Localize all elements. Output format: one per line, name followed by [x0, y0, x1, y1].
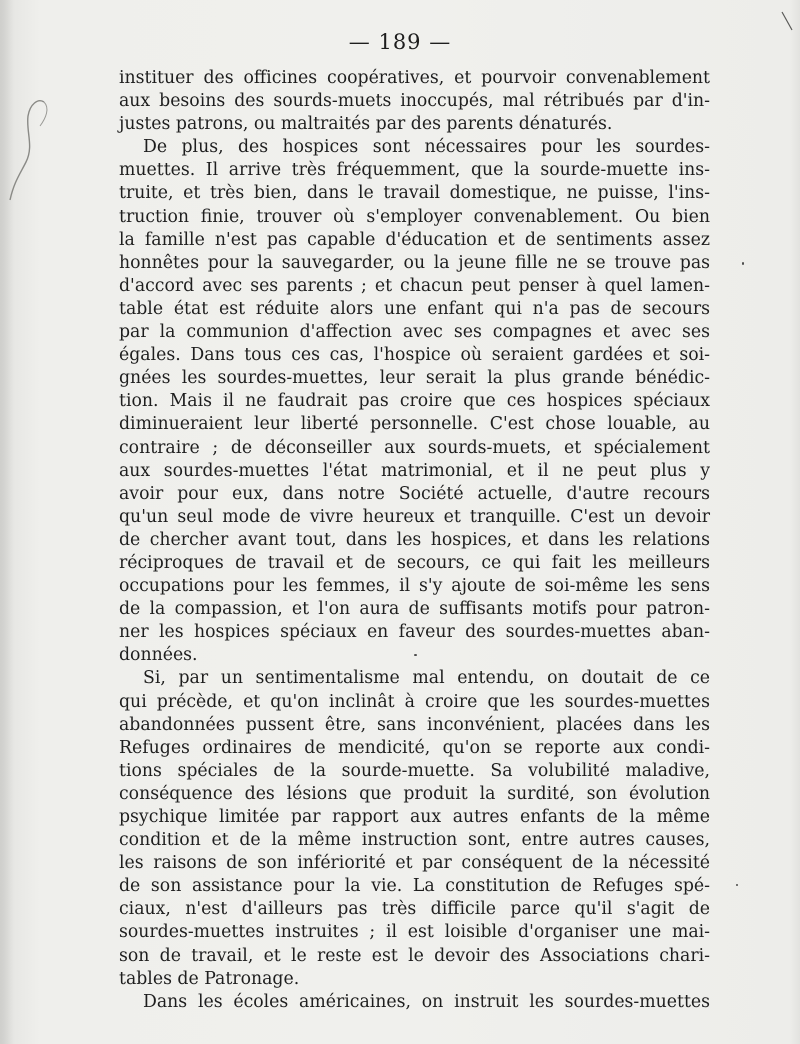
text-line: son de travail, et le reste est le devoir des Associations chari-	[119, 945, 710, 966]
text-line: Dans les écoles américaines, on instruit les sourdes-muettes	[143, 991, 710, 1012]
text-line: de chercher avant tout, dans les hospices, et dans les relations	[119, 529, 710, 550]
text-line: tion. Mais il ne faudrait pas croire que ces hospices spéciaux	[119, 391, 710, 412]
text-line: qui précède, et qu'on inclinât à croire que les sourdes-muettes	[119, 691, 710, 712]
text-line: Refuges ordinaires de mendicité, qu'on se reporte aux condi-	[119, 737, 710, 758]
text-line: honnêtes pour la sauvegarder, ou la jeune fille ne se trouve pas	[119, 252, 710, 273]
text-line: la famille n'est pas capable d'éducation et de sentiments assez	[119, 229, 710, 250]
text-line: De plus, des hospices sont nécessaires pour les sourdes-	[143, 137, 710, 158]
paragraph	[119, 991, 710, 1014]
body-text	[119, 67, 710, 1014]
text-line: égales. Dans tous ces cas, l'hospice où seraient gardées et soi-	[119, 345, 710, 366]
text-line: diminueraient leur liberté personnelle. C'est chose louable, au	[119, 414, 710, 435]
text-line: contraire ; de déconseiller aux sourds-muets, et spécialement	[119, 437, 710, 458]
text-line: les raisons de son infériorité et par conséquent de la nécessité	[119, 853, 710, 874]
text-line: gnées les sourdes-muettes, leur serait la plus grande bénédic-	[119, 368, 710, 389]
ink-speck	[742, 262, 744, 265]
text-line: abandonnées pussent être, sans inconvénient, placées dans les	[119, 714, 710, 735]
text-line: Si, par un sentimentalisme mal entendu, on doutait de ce	[143, 668, 710, 689]
text-line: occupations pour les femmes, il s'y ajoute de soi-même les sens	[119, 576, 710, 597]
text-line: psychique limitée par rapport aux autres enfants de la même	[119, 807, 710, 827]
text-line: de son assistance pour la vie. La constitution de Refuges spé-	[119, 876, 710, 897]
text-line: qu'un seul mode de vivre heureux et tranquille. C'est un devoir	[119, 506, 710, 527]
text-line: tables de Patronage.	[119, 968, 300, 989]
text-line: truction finie, trouver où s'employer convenablement. Ou bien	[119, 206, 710, 227]
text-line: ner les hospices spéciaux en faveur des sourdes-muettes aban-	[119, 622, 710, 643]
text-line: ciaux, n'est d'ailleurs pas très difficile parce qu'il s'agit de	[119, 899, 710, 920]
corner-tick-mark	[780, 10, 794, 32]
text-line: d'accord avec ses parents ; et chacun peut penser à quel lamen-	[119, 275, 710, 296]
paragraph	[119, 667, 710, 990]
text-line: muettes. Il arrive très fréquemment, que la sourde-muette ins-	[119, 160, 710, 181]
paragraph	[119, 136, 710, 667]
page-number: — 189 —	[348, 30, 452, 54]
binding-thread-mark	[0, 96, 60, 206]
ink-speck	[414, 654, 417, 656]
text-line: avoir pour eux, dans notre Société actuelle, d'autre recours	[119, 483, 710, 504]
text-line: instituer des officines coopératives, et pourvoir convenablement	[119, 68, 710, 88]
text-line: par la communion d'affection avec ses compagnes et avec ses	[119, 322, 710, 343]
ink-speck	[736, 884, 738, 886]
text-line: données.	[119, 645, 198, 666]
text-line: condition et de la même instruction sont, entre autres causes,	[119, 830, 710, 851]
text-line: aux sourdes-muettes l'état matrimonial, et il ne peut plus y	[119, 460, 710, 481]
text-line: sourdes-muettes instruites ; il est loisible d'organiser une mai-	[119, 922, 710, 943]
paragraph	[119, 67, 710, 136]
text-line: conséquence des lésions que produit la surdité, son évolution	[119, 783, 710, 804]
text-line: justes patrons, ou maltraités par des parents dénaturés.	[119, 114, 613, 135]
text-line: truite, et très bien, dans le travail domestique, ne puisse, l'ins-	[119, 183, 710, 204]
text-line: de la compassion, et l'on aura de suffisants motifs pour patron-	[119, 599, 710, 620]
text-line: table état est réduite alors une enfant qui n'a pas de secours	[119, 298, 710, 319]
text-line: aux besoins des sourds-muets inoccupés, mal rétribués par d'in-	[119, 91, 710, 112]
text-line: tions spéciales de la sourde-muette. Sa volubilité maladive,	[119, 760, 710, 781]
text-line: réciproques de travail et de secours, ce qui fait les meilleurs	[119, 552, 710, 573]
